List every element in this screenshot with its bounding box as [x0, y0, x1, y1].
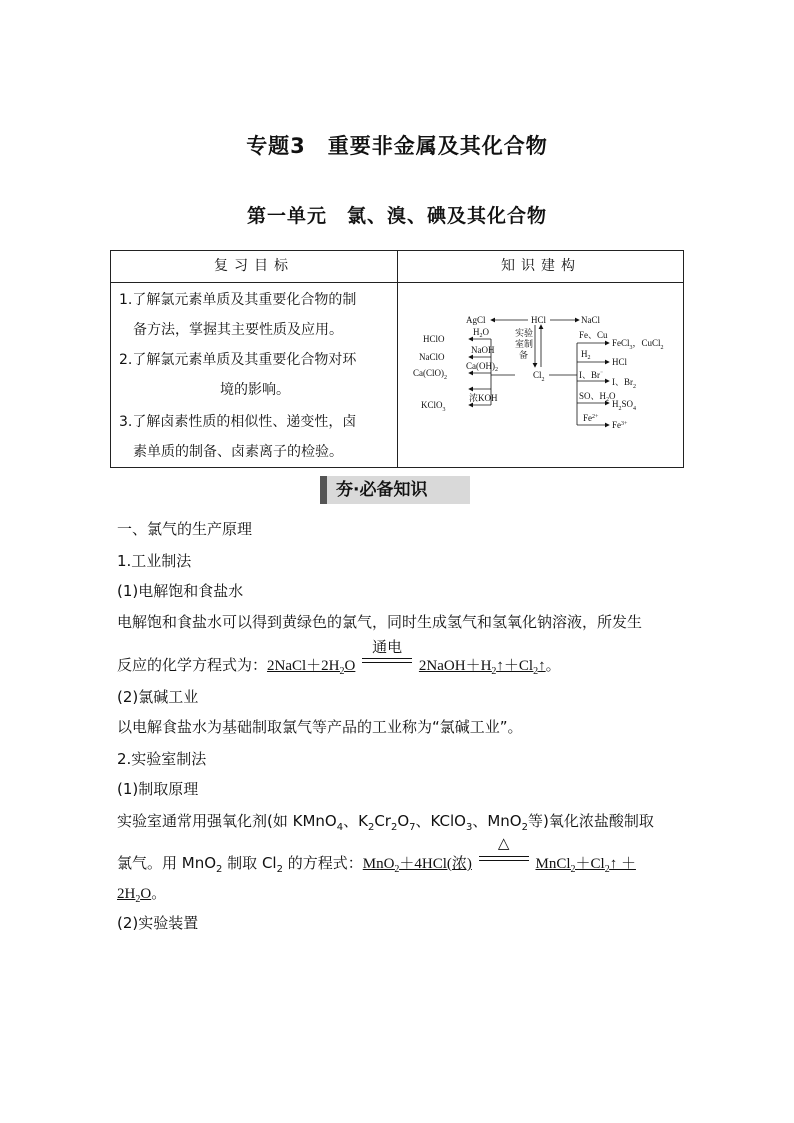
unit-title: 第一单元 氯、溴、碘及其化合物 — [246, 205, 547, 227]
item-heading: (2)氯碱工业 — [117, 688, 199, 706]
equation-continuation: $2H_2O$。 — [117, 884, 167, 905]
condition-arrow: 通电 — [360, 648, 414, 672]
nacl-label: NaCl — [581, 315, 600, 325]
subsection-heading: 1.工业制法 — [117, 552, 192, 570]
svg-text:备: 备 — [519, 350, 529, 360]
svg-text:制: 制 — [524, 339, 534, 349]
equation-line: 氯气。用 MnO$_2$ 制取 $Cl_2$ 的方程式：MnO$_2$＋4HCl(浓) △ $MnCl_2+Cl_2↑$ ＋ — [117, 834, 636, 875]
svg-text:实: 实 — [515, 328, 525, 338]
cl2-label: $Cl_2$ — [533, 370, 545, 383]
agcl-label: AgCl — [466, 315, 486, 325]
subsection-heading: 2.实验室制法 — [117, 750, 207, 768]
paragraph: 实验室通常用强氧化剂(如 KMnO$_4$、$K_2Cr_2O_7$、KClO$_3$、MnO$_2$等)氧化浓盐酸制取 — [117, 812, 654, 833]
page-title: 专题3 重要非金属及其化合物 — [246, 134, 548, 158]
chlorine-knowledge-diagram — [411, 307, 681, 447]
svg-text:NaOH: NaOH — [471, 345, 495, 355]
hclo-label: HClO — [423, 334, 445, 344]
naclo-label: NaClO — [419, 352, 445, 362]
svg-text:H2SO4: $H_2SO_4$ — [612, 399, 637, 412]
svg-text:Fe3+: $Fe^{3+}$ — [612, 420, 628, 430]
goal-item: 1.了解氯元素单质及其重要化合物的制 备方法，掌握其主要性质及应用。 — [119, 292, 357, 338]
kclo3-label: KClO$_3$ — [421, 400, 446, 413]
goal-item: 3.了解卤素性质的相似性、递变性，卤 素单质的制备、卤素离子的检验。 — [119, 414, 357, 460]
item-heading: (2)实验装置 — [117, 914, 199, 932]
svg-text:浓KOH: 浓KOH — [469, 393, 498, 403]
caclo2-label: $Ca(ClO)_2$ — [413, 368, 447, 381]
paragraph: 以电解食盐水为基础制取氯气等产品的工业称为“氯碱工业”。 — [117, 718, 523, 736]
svg-text:验: 验 — [524, 328, 534, 338]
item-heading: (1)制取原理 — [117, 780, 199, 798]
table-header-structure: 知识建构 — [501, 258, 581, 274]
condition-arrow: △ — [477, 846, 531, 870]
svg-text:HCl: HCl — [612, 357, 628, 367]
table-header-goals: 复习目标 — [214, 258, 294, 274]
section-heading: 一、氯气的生产原理 — [117, 520, 253, 538]
equation-line: 反应的化学方程式为：$2NaCl+2H_2O$ 通电 $2NaOH+H_2↑+Cl_2↑$。 — [117, 638, 561, 677]
item-heading: (1)电解饱和食盐水 — [117, 582, 244, 600]
section-banner: 夯·必备知识 — [320, 476, 470, 504]
svg-text:FeCl3，CuCl2: FeCl$_3$，CuCl$_2$ — [612, 338, 664, 351]
paragraph: 电解饱和食盐水可以得到黄绿色的氯气，同时生成氢气和氢氧化钠溶液，所发生 — [117, 613, 643, 631]
svg-text:Fe2+: $Fe^{2+}$ — [583, 413, 599, 423]
svg-text:室: 室 — [515, 339, 525, 349]
svg-text:I、Br2: I、$Br_2$ — [612, 377, 636, 390]
review-table — [110, 250, 684, 468]
svg-text:H2: $H_2$ — [581, 349, 591, 361]
svg-text:I、Br⁻: I、Br⁻ — [579, 370, 604, 380]
svg-text:Ca(OH)2: $Ca(OH)_2$ — [466, 361, 498, 373]
svg-text:H2O: $H_2O$ — [473, 327, 489, 339]
svg-text:SO、H2O: SO、$H_2O$ — [579, 391, 616, 403]
hcl-label: HCl — [531, 315, 547, 325]
svg-text:Fe、Cu: Fe、Cu — [579, 330, 608, 340]
goal-item: 2.了解氯元素单质及其重要化合物对环 境的影响。 — [119, 352, 357, 398]
